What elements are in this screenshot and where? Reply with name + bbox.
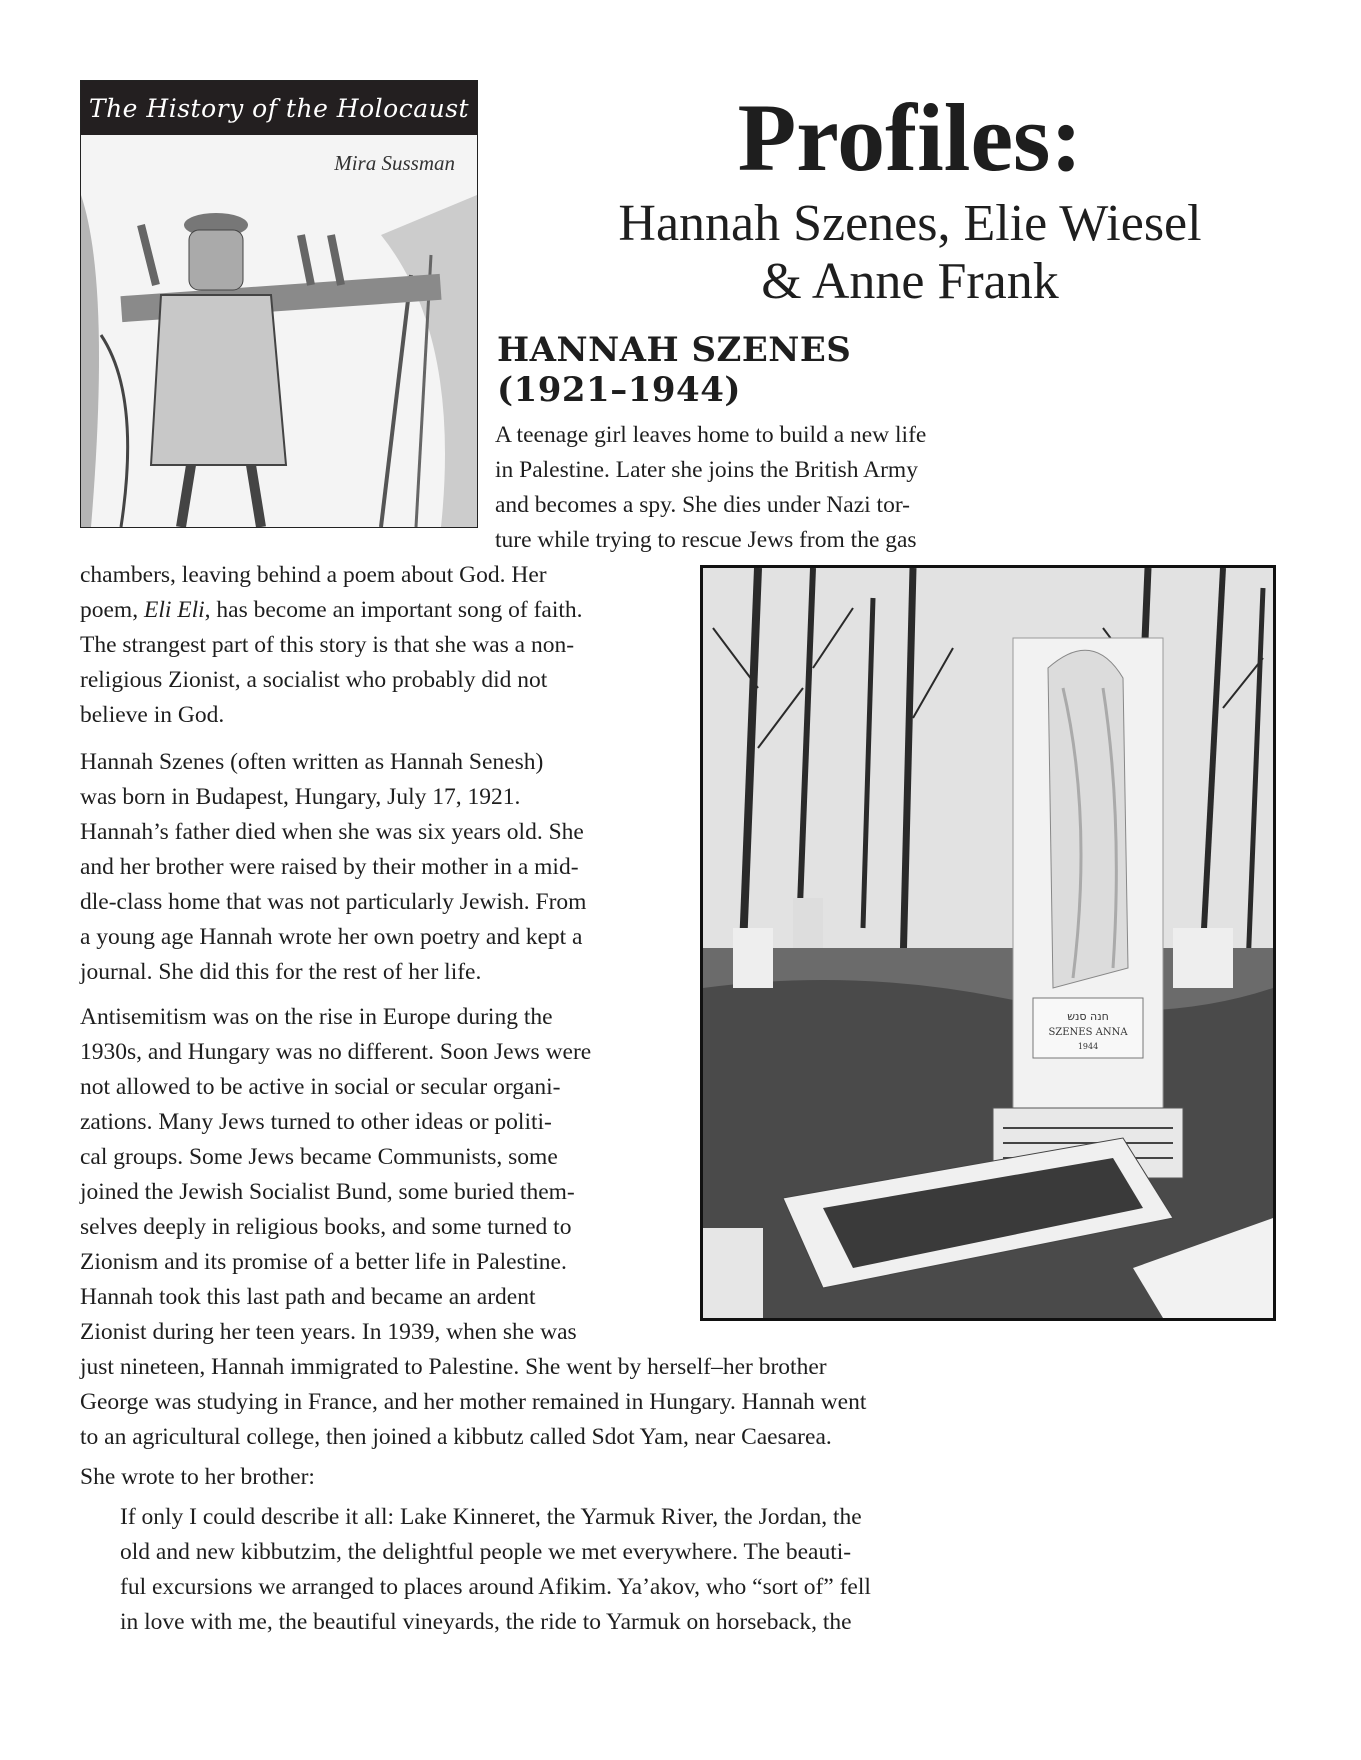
text-line: to an agricultural college, then joined a kibbutz called Sdot Yam, near Caesarea. [80,1424,832,1450]
text-line: zations. Many Jews turned to other ideas or politi- [80,1109,552,1135]
text-line: journal. She did this for the rest of her life. [80,959,482,985]
section-dates: (1921–1944) [497,370,741,410]
text-line: and her brother were raised by their mother in a mid- [80,854,579,880]
page-subtitle [600,195,1220,311]
text-line: The strangest part of this story is that she was a non- [80,632,575,658]
intro-paragraph [495,418,926,558]
subtitle-line: Hannah Szenes, Elie Wiesel [618,195,1202,252]
text-line: A teenage girl leaves home to build a new life [495,422,927,448]
text-line: Hannah’s father died when she was six years old. She [80,819,584,845]
text-line: chambers, leaving behind a poem about God. Her [80,562,547,588]
text-line: believe in God. [80,702,225,728]
text-line: cal groups. Some Jews became Communists, some [80,1144,558,1170]
grave-photo-image [703,568,1273,1318]
text-line: Hannah Szenes (often written as Hannah Senesh) [80,749,544,775]
text-line: a young age Hannah wrote her own poetry and kept a [80,924,583,950]
text-line: 1930s, and Hungary was no different. Soon Jews were [80,1039,592,1065]
text-line: poem, Eli Eli, has become an important song of faith. [80,597,583,623]
page-title: Profiles: [737,84,1083,191]
paragraph-birth [80,745,586,990]
subtitle-line: & Anne Frank [761,253,1059,310]
book-cover [80,80,478,528]
text-line: ture while trying to rescue Jews from the gas [495,527,917,553]
text-line: Antisemitism was on the rise in Europe during the [80,1004,553,1030]
text-line: was born in Budapest, Hungary, July 17, 1921. [80,784,521,810]
intro-paragraph-continued [80,558,583,733]
text-line: religious Zionist, a socialist who probably did not [80,667,548,693]
inscription-hebrew: חנה סנש [1067,1010,1109,1023]
text-line: not allowed to be active in social or secular organi- [80,1074,561,1100]
cover-author: Mira Sussman [334,151,455,175]
text-line: old and new kibbutzim, the delightful people we met everywhere. The beauti- [120,1539,852,1565]
text-line: Zionism and its promise of a better life in Palestine. [80,1249,567,1275]
text-line: If only I could describe it all: Lake Kinneret, the Yarmuk River, the Jordan, the [120,1504,862,1530]
text-line: Zionist during her teen years. In 1939, when she was [80,1319,577,1345]
inscription-name: SZENES ANNA [1048,1027,1128,1038]
text-line: and becomes a spy. She dies under Nazi tor- [495,492,911,518]
text-line: George was studying in France, and her mother remained in Hungary. Hannah went [80,1389,867,1415]
text-line: in love with me, the beautiful vineyards, the ride to Yarmuk on horseback, the [120,1609,852,1635]
cover-illustration [81,135,477,527]
text-line: selves deeply in religious books, and some turned to [80,1214,572,1240]
grave-photo [700,565,1276,1321]
paragraph-wrote: She wrote to her brother: [80,1464,315,1490]
text-line: dle-class home that was not particularly Jewish. From [80,889,587,915]
cover-series-title: The History of the Holocaust [81,81,477,135]
poem-title: Eli Eli [143,597,205,623]
inscription-year: 1944 [1077,1042,1099,1051]
text-line: ful excursions we arranged to places around Afikim. Ya’akov, who “sort of” fell [120,1574,871,1600]
text-line: joined the Jewish Socialist Bund, some buried them- [80,1179,575,1205]
text-line: Hannah took this last path and became an ardent [80,1284,536,1310]
text-line: in Palestine. Later she joins the British Army [495,457,918,483]
section-heading [497,330,851,410]
text-line: just nineteen, Hannah immigrated to Palestine. She went by herself–her brother [80,1354,827,1380]
block-quote [120,1500,871,1640]
section-name: HANNAH SZENES [497,330,852,370]
